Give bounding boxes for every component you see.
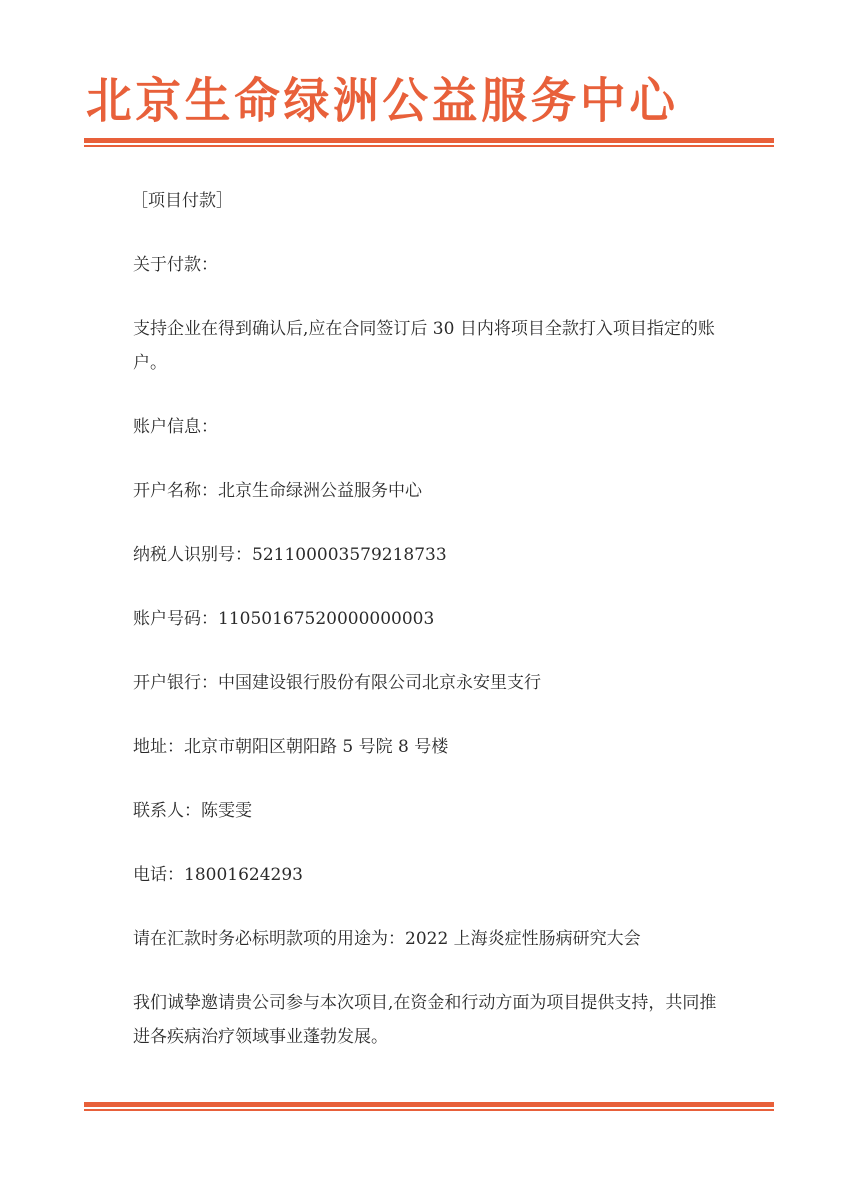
letterhead-bottom-rule: [84, 1102, 774, 1111]
bottom-rule-thin-line: [84, 1109, 774, 1111]
contact-person: 联系人：陈雯雯: [133, 801, 252, 821]
section-label: ［项目付款］: [131, 191, 233, 211]
letterhead-top-rule: [84, 138, 774, 147]
document-body: [133, 184, 733, 1084]
phone-number: 电话：18001624293: [133, 865, 303, 885]
remittance-note: 请在汇款时务必标明款项的用途为：2022 上海炎症性肠病研究大会: [133, 929, 641, 949]
address: 地址：北京市朝阳区朝阳路 5 号院 8 号楼: [133, 737, 449, 757]
payment-heading: 关于付款：: [133, 255, 218, 275]
invitation-text: 我们诚挚邀请贵公司参与本次项目,在资金和行动方面为项目提供支持，共同推进各疾病治疗领域事业蓬勃发展。: [133, 993, 717, 1047]
organization-letterhead-title: 北京生命绿洲公益服务中心: [86, 73, 679, 129]
taxpayer-id: 纳税人识别号：521100003579218733: [133, 545, 447, 565]
account-heading: 账户信息：: [133, 417, 218, 437]
top-rule-thick-line: [84, 138, 774, 143]
top-rule-thin-line: [84, 145, 774, 147]
bottom-rule-thick-line: [84, 1102, 774, 1107]
account-name: 开户名称：北京生命绿洲公益服务中心: [133, 481, 422, 501]
payment-text: 支持企业在得到确认后,应在合同签订后 30 日内将项目全款打入项目指定的账户。: [133, 319, 715, 373]
account-number: 账户号码：11050167520000000003: [133, 609, 435, 629]
bank-name: 开户银行：中国建设银行股份有限公司北京永安里支行: [133, 673, 541, 693]
